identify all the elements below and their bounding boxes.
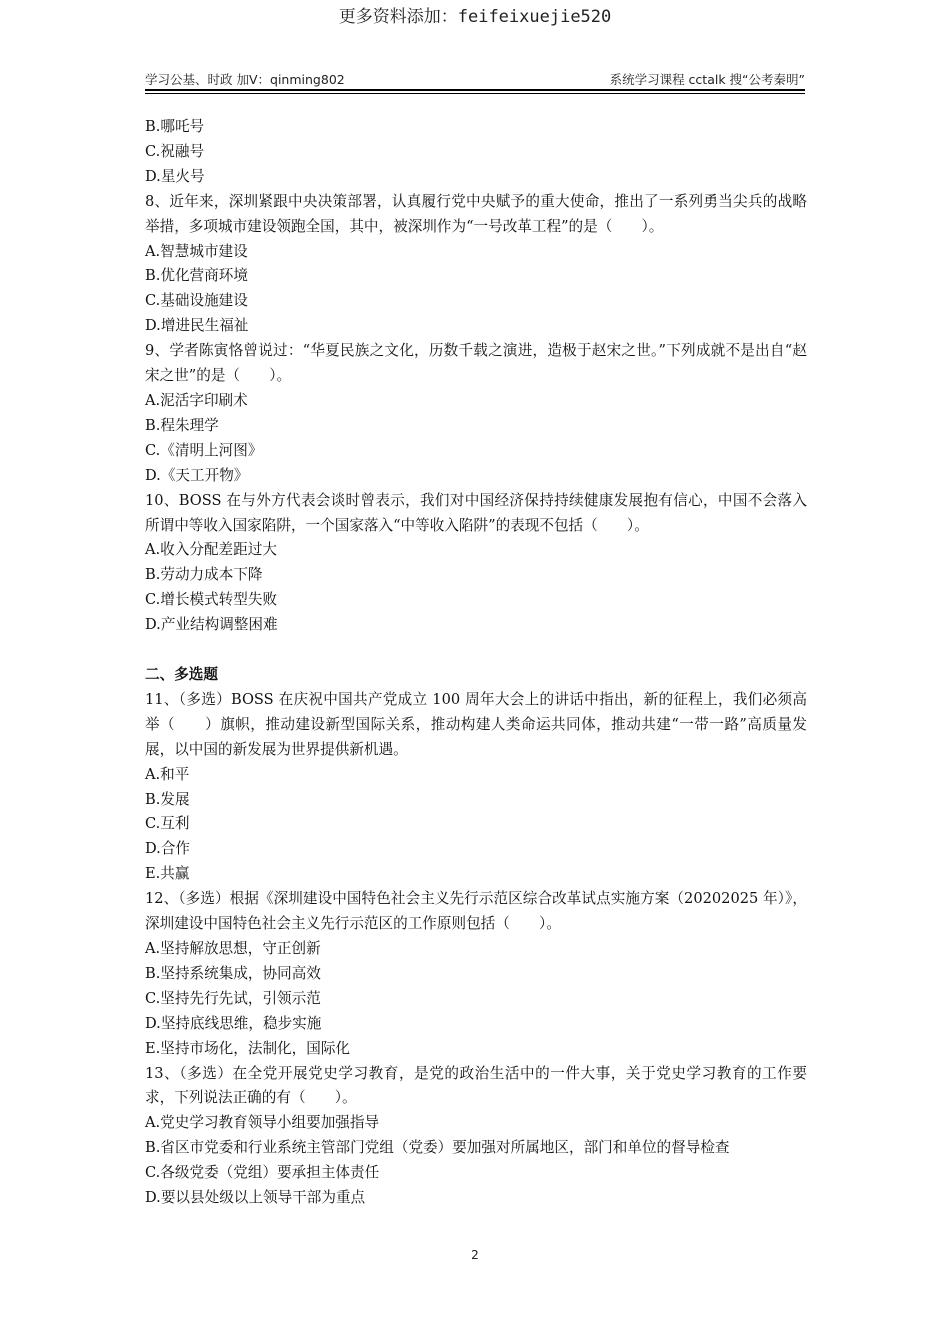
header-rule-thick xyxy=(145,89,805,91)
option: D.星火号 xyxy=(145,167,205,185)
document-body xyxy=(145,115,807,1211)
option: A.智慧城市建设 xyxy=(145,242,248,260)
option: A.坚持解放思想，守正创新 xyxy=(145,940,321,957)
option: C.祝融号 xyxy=(145,142,205,160)
question-11 xyxy=(145,688,807,887)
option: C.坚持先行先试，引领示范 xyxy=(145,989,321,1007)
option: A.泥活字印刷术 xyxy=(145,391,248,409)
question-9 xyxy=(145,339,807,488)
section-title-multi: 二、多选题 xyxy=(145,666,218,684)
question-text: 12、（多选）根据《深圳建设中国特色社会主义先行示范区综合改革试点实施方案（20202025 年）》，深圳建设中国特色社会主义先行示范区的工作原则包括（ ）。 xyxy=(145,890,807,933)
option: C.增长模式转型失败 xyxy=(145,591,278,609)
option: A.和平 xyxy=(145,765,190,783)
option: A.党史学习教育领导小组要加强指导 xyxy=(145,1114,380,1132)
option: D.《天工开物》 xyxy=(145,466,249,484)
option: B.发展 xyxy=(145,790,190,808)
previous-question-options xyxy=(145,115,807,190)
option: B.劳动力成本下降 xyxy=(145,566,263,584)
option: B.坚持系统集成，协同高效 xyxy=(145,964,321,982)
option: C.互利 xyxy=(145,815,190,833)
option: D.坚持底线思维，稳步实施 xyxy=(145,1014,322,1032)
question-13 xyxy=(145,1062,807,1211)
header-right: 系统学习课程 cctalk 搜“公考秦明” xyxy=(609,72,805,87)
question-8 xyxy=(145,190,807,339)
question-text: 10、BOSS 在与外方代表会谈时曾表示，我们对中国经济保持持续健康发展抱有信心，中国不会落入所谓中等收入国家陷阱，一个国家落入“中等收入陷阱”的表现不包括（ ）。 xyxy=(145,491,807,534)
question-10 xyxy=(145,489,807,638)
option: B.优化营商环境 xyxy=(145,267,248,285)
question-12 xyxy=(145,887,807,1061)
question-text: 13、（多选）在全党开展党史学习教育，是党的政治生活中的一件大事，关于党史学习教育的工作要求，下列说法正确的有（ ）。 xyxy=(145,1064,807,1107)
question-text: 11、（多选）BOSS 在庆祝中国共产党成立 100 周年大会上的讲话中指出，新的征程上，我们必须高举（ ）旗帜，推动建设新型国际关系，推动构建人类命运共同体，推动共建“一带一路”高质量发展，以中国的新发展为世界提供新机遇。 xyxy=(145,690,807,758)
option: E.共赢 xyxy=(145,865,190,883)
top-banner: 更多资料添加：feifeixuejie520 xyxy=(338,7,612,27)
question-text: 9、学者陈寅恪曾说过：“华夏民族之文化，历数千载之演进，造极于赵宋之世。”下列成就不是出自“赵宋之世”的是（ ）。 xyxy=(145,342,807,385)
question-text: 8、近年来，深圳紧跟中央决策部署，认真履行党中央赋予的重大使命，推出了一系列勇当尖兵的战略举措，多项城市建设领跑全国，其中，被深圳作为“一号改革工程”的是（ ）。 xyxy=(145,192,807,235)
option: C.各级党委（党组）要承担主体责任 xyxy=(145,1164,380,1182)
option: D.合作 xyxy=(145,840,191,858)
header-rule-thin xyxy=(145,93,805,94)
option: C.《清明上河图》 xyxy=(145,441,263,459)
option: D.要以县处级以上领导干部为重点 xyxy=(145,1189,366,1207)
header-left: 学习公基、时政 加V：qinming802 xyxy=(145,72,345,87)
page-header xyxy=(145,70,805,88)
page-number: 2 xyxy=(471,1248,479,1262)
option: D.增进民生福祉 xyxy=(145,317,249,335)
option: B.程朱理学 xyxy=(145,416,219,434)
option: A.收入分配差距过大 xyxy=(145,541,277,559)
option: D.产业结构调整困难 xyxy=(145,616,278,634)
option: B.哪吒号 xyxy=(145,118,205,135)
option: B.省区市党委和行业系统主管部门党组（党委）要加强对所属地区，部门和单位的督导检查 xyxy=(145,1139,730,1157)
option: E.坚持市场化，法制化，国际化 xyxy=(145,1039,351,1057)
option: C.基础设施建设 xyxy=(145,292,248,310)
